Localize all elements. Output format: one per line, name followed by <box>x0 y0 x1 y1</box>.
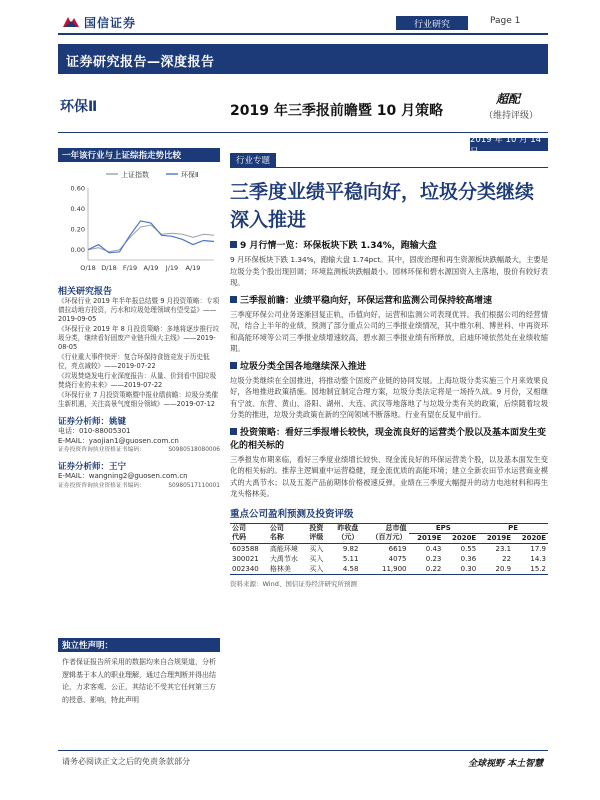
x-tick-label: D/18 <box>101 264 117 272</box>
special-tag: 行业专题 <box>230 153 276 167</box>
rating: 超配 <box>496 92 521 106</box>
cell-pe2: 15.2 <box>513 564 548 575</box>
right-column <box>230 148 548 588</box>
cell-mcap: 6619 <box>388 544 407 553</box>
th-name-2: 名称 <box>269 533 284 542</box>
analyst-email-row <box>58 437 220 447</box>
th-name-1: 公司 <box>269 523 284 532</box>
analyst-email-row <box>58 472 220 482</box>
th-eps-y1: 2019E <box>417 533 442 542</box>
cell-pe1: 23.1 <box>495 544 512 553</box>
cell-name: 高能环境 <box>269 544 298 553</box>
rating-sub: （维持评级） <box>484 111 539 121</box>
th-code-1: 公司 <box>232 523 246 532</box>
th-mcap-2: （百万元） <box>371 533 407 542</box>
section-body: 9 月环保板块下跌 1.34%，跑输大盘 1.74pct。其中，固废治理和再生资源板块跌幅最大，主要是垃圾分类个股出现回调；环境监测板块跌幅最小。园林环保和碧水源国资入主落地，股价有较好表现。 <box>230 255 548 287</box>
x-tick-label: F/19 <box>122 264 138 272</box>
footer-disclaimer: 请务必阅读正文之后的免责条款部分 <box>62 757 190 766</box>
cell-price: 5.11 <box>342 554 359 563</box>
report-band: 证券研究报告—深度报告 <box>58 44 548 74</box>
cell-eps2: 0.30 <box>443 564 478 575</box>
cell-eps2: 0.36 <box>460 554 477 563</box>
th-price-1: 昨收盘 <box>337 523 359 532</box>
y-tick-label: 0.20 <box>70 225 85 234</box>
email-value: yaojian1@guosen.com.cn <box>88 436 179 445</box>
section-heading-text: 9 月行情一览：环保板块下跌 1.34%，跑输大盘 <box>240 241 437 251</box>
x-tick-label: A/19 <box>185 264 201 272</box>
cell-eps1: 0.22 <box>409 564 444 575</box>
th-pe-y2: 2020E <box>521 533 546 542</box>
company-logo <box>62 13 162 31</box>
analyst-block <box>58 415 220 490</box>
cell-pe2: 17.9 <box>530 544 546 553</box>
section-heading-text: 三季报前瞻：业绩平稳向好，环保运营和监测公司保持较高增速 <box>240 295 493 306</box>
cert-label: 证券投资咨询执业资格证书编码： <box>58 482 145 489</box>
table-row <box>230 564 548 575</box>
related-heading: 相关研究报告 <box>58 287 113 297</box>
report-type-tag: 行业研究 <box>396 16 468 30</box>
cell-eps1: 0.23 <box>425 554 442 563</box>
cert-label: 证券投资咨询执业资格证书编码： <box>58 447 145 453</box>
phone-label: 电话： <box>58 427 79 435</box>
x-tick-label: J/19 <box>165 264 179 272</box>
th-eps: EPS <box>409 523 479 533</box>
cell-code: 002340 <box>230 564 268 575</box>
cell-pe2: 14.3 <box>530 554 546 563</box>
cell-rating: 买入 <box>307 564 329 575</box>
x-tick-label: A/19 <box>143 264 159 272</box>
independence-heading: 独立性声明： <box>58 638 220 652</box>
analyst-name: 证券分析师：姚键 <box>58 417 127 427</box>
legend-label: 上证指数 <box>121 171 149 179</box>
page-number: Page 1 <box>490 16 521 26</box>
table-row <box>230 543 548 554</box>
bullet-square-icon <box>230 362 237 369</box>
footer-slogan: 全球视野 本土智慧 <box>468 759 544 769</box>
independence-text: 作者保证报告所采用的数据均来自合规渠道，分析逻辑基于本人的职业理解，通过合理判断并得出结论，力求客观、公正，其结论不受其它任何第三方的授意、影响，特此声明 <box>62 658 216 704</box>
special-rule <box>230 167 548 168</box>
chart-heading: 一年该行业与上证综指走势比较 <box>58 148 220 162</box>
cell-price: 4.58 <box>330 564 361 575</box>
th-pe: PE <box>478 523 548 533</box>
x-tick-label: O/18 <box>80 264 96 272</box>
section-body: 三季度环保公司业务逐渐回复正轨，币值向好，运营和监测公司表现优异。我们根据公司的经营情况，结合上半年的业绩，预测了部分重点公司的三季报业绩情况，其中维尔利、博世科、中再资环和高能环境等公司三季报业绩增速较高，碧水源三季报业绩有所释放，启迪环境依然处在业绩收缩期。 <box>230 309 548 353</box>
trend-chart <box>58 162 220 280</box>
table-title: 重点公司盈利预测及投资评级 <box>230 508 354 520</box>
cell-mcap: 11,900 <box>360 564 408 575</box>
cell-rating: 买入 <box>309 554 324 563</box>
report-title: 2019 年三季报前瞻暨 10 月策略 <box>230 103 444 119</box>
forecast-table <box>230 523 548 575</box>
section-heading <box>230 361 548 374</box>
headline: 三季度业绩平稳向好，垃圾分类继续深入推进 <box>230 181 535 231</box>
th-code-2: 代码 <box>232 533 246 542</box>
analyst-cert-row <box>58 482 220 490</box>
email-value: wangning2@guosen.com.cn <box>88 472 188 480</box>
legend-label: 环保Ⅱ <box>181 171 199 179</box>
y-tick-label: 0.40 <box>70 205 85 214</box>
footer-rule <box>58 750 548 751</box>
section-body: 垃圾分类继续在全国推进，将推动整个固废产业链的协同发展。上海垃圾分类实施三个月来效果良好，各地推进政策措施。园地制宜制定合理方案，垃圾分类法定将是一场持久战。9 月份，又相继有宁波、东营、黄山、洛阳、湖州、大连、武汉等地落地了与垃圾分类有关的政策，后续随着垃圾分类的推进，垃圾分类政策在新的空间领域不断落地。行业有望在反复中前行。 <box>230 375 548 419</box>
sections <box>230 240 548 500</box>
logo-mark-icon <box>62 15 80 29</box>
cell-name: 格林美 <box>268 564 307 575</box>
section-heading-text: 投资策略：看好三季报增长较快，现金流良好的运营类个股以及基本面发生变化的相关标的 <box>230 427 547 451</box>
left-column <box>58 148 220 490</box>
report-date: 2019 年 10 月 14 日 <box>470 138 548 151</box>
related-report-item: 《垃圾焚烧发电行业深度报告：从量、价到看中国垃圾焚烧行业的未来》——2019-07-22 <box>58 372 217 389</box>
related-report-item: 《环保行业 2019 年 8 月投资策略：多地将逐步推行垃圾分类，继续看好固废产业链升级大主线》——2019-08-05 <box>58 325 220 351</box>
cell-eps2: 0.55 <box>460 544 477 553</box>
series-line-0 <box>88 225 214 252</box>
cell-rating: 买入 <box>309 544 324 553</box>
cert-value: S0980518080006 <box>168 447 220 453</box>
related-report-item: 《行业重大事件快评：复合环保持食链竞发于历史低位，亮点减较》——2019-07-22 <box>58 353 210 370</box>
cert-value: S0980517110001 <box>168 482 220 489</box>
table-source: 资料来源：Wind、国信证券经济研究所预测 <box>230 579 357 588</box>
y-tick-label: 0.00 <box>70 246 85 255</box>
th-price-2: （元） <box>337 533 359 542</box>
sector-title: 环保Ⅱ <box>60 99 98 115</box>
cell-mcap: 4075 <box>388 554 407 563</box>
logo-text: 国信证券 <box>84 15 137 30</box>
th-pe-y1: 2019E <box>486 533 512 542</box>
section-heading <box>230 427 548 453</box>
phone-value: 010-88005301 <box>79 427 131 435</box>
cell-pe1: 20.9 <box>478 564 513 575</box>
analyst-name: 证券分析师：王宁 <box>58 462 127 472</box>
bullet-square-icon <box>230 241 237 248</box>
header-rule <box>58 33 548 35</box>
related-list <box>58 297 220 409</box>
th-rating-1: 投资 <box>309 523 324 532</box>
bullet-square-icon <box>230 296 237 303</box>
section-heading <box>230 240 548 253</box>
cell-code: 300021 <box>232 554 259 563</box>
y-tick-label: 0.60 <box>70 184 85 193</box>
related-report-item: 《环保行业 7 月投资策略暨中报业绩前瞻：垃圾分类催生新机遇，关注高景气度细分领域》——2019-07-12 <box>58 391 219 408</box>
bullet-square-icon <box>230 428 237 435</box>
cell-name: 大禹节水 <box>269 554 298 563</box>
cell-pe1: 22 <box>502 554 512 563</box>
related-report-item: 《环保行业 2019 年半年报总结暨 9 月投资策略：专项债拉动地方投资，污水和垃圾处理领域有望受益》——2019-09-05 <box>58 297 220 323</box>
cell-code: 603588 <box>232 544 259 553</box>
section-body: 三季报发布期来临，看好三季度业绩增长较快、现金流良好的环保运营类个股，以及基本面发生变化的相关标的。推荐主逻辑重中运营稳健，现金流优质的高能环境；建立全新农田节水运营商业模式的大禹节水；以及五菱产品前期体价格被速反弹，业绩在三季度大幅提升的动力电池材料和再生龙头格林美。 <box>230 454 548 498</box>
section-heading-text: 垃圾分类全国各地继续深入推进 <box>240 361 367 372</box>
table-row <box>230 554 548 564</box>
email-label: E-MAIL： <box>58 436 89 445</box>
analyst-cert-row <box>58 446 220 454</box>
email-label: E-MAIL： <box>58 472 89 480</box>
analyst-phone-row <box>58 427 220 437</box>
cell-price: 9.82 <box>342 544 359 553</box>
section-heading <box>230 295 548 308</box>
cell-eps1: 0.43 <box>425 544 442 553</box>
th-rating-2: 评级 <box>309 533 324 542</box>
th-eps-y2: 2020E <box>451 533 477 542</box>
th-mcap-1: 总市值 <box>385 523 407 532</box>
